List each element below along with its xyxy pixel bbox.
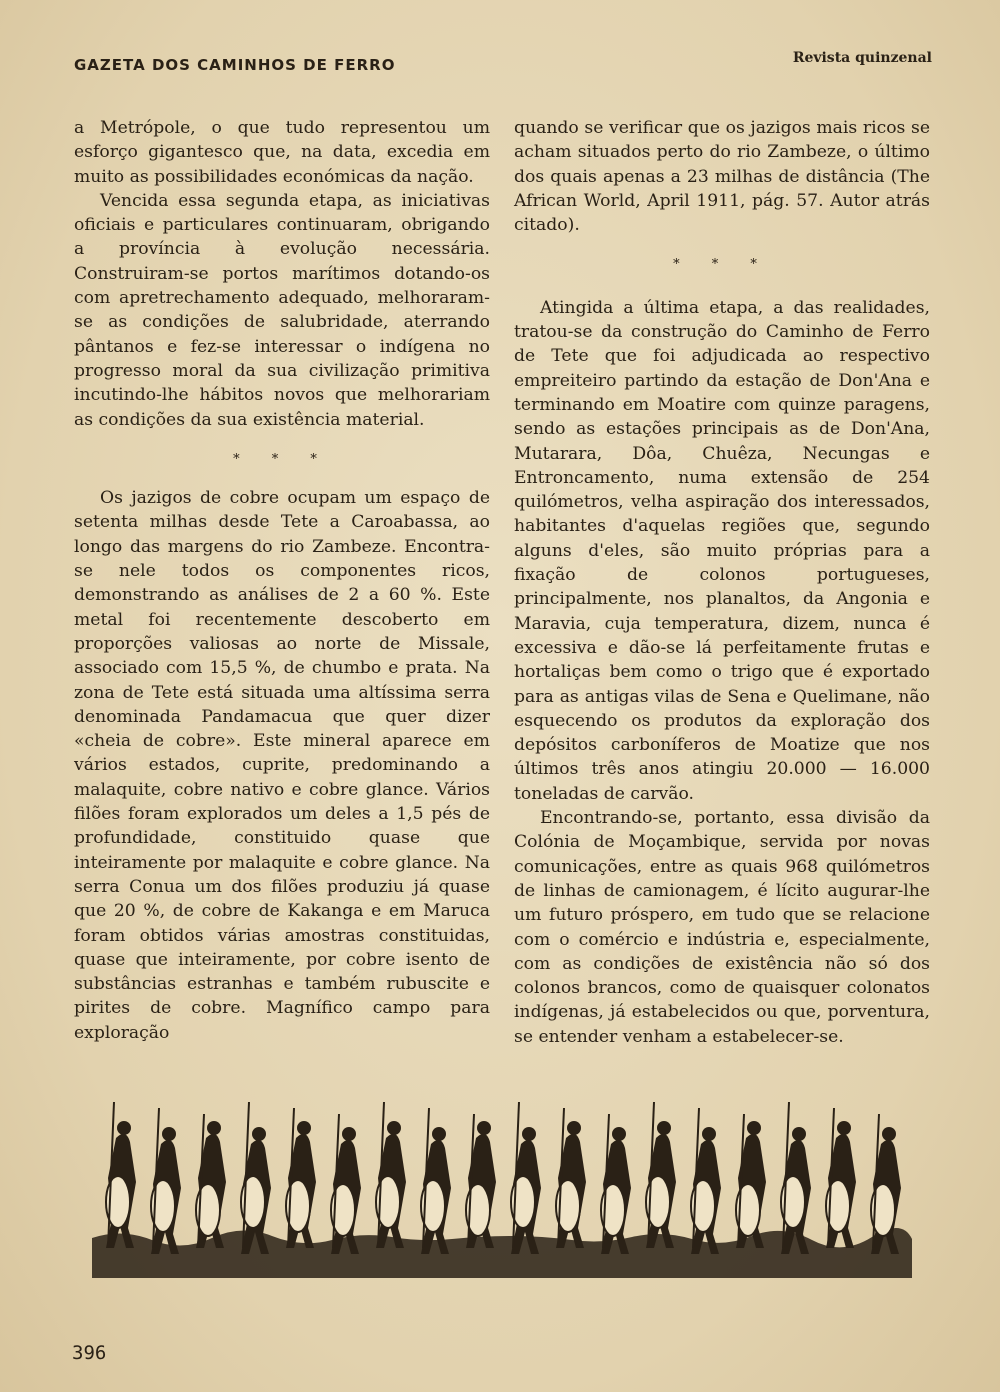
warrior-head bbox=[747, 1121, 761, 1135]
warrior-head bbox=[342, 1127, 356, 1141]
warrior-head bbox=[477, 1121, 491, 1135]
warrior-head bbox=[207, 1121, 221, 1135]
warrior-head bbox=[612, 1127, 626, 1141]
right-column bbox=[514, 116, 930, 1049]
warrior-head bbox=[837, 1121, 851, 1135]
warrior-head bbox=[657, 1121, 671, 1135]
warrior-head bbox=[117, 1121, 131, 1135]
left-paragraph-1: a Metrópole, o que tudo representou um esforço gigantesco que, na data, excedia em muito as possibilidades económicas da nação. bbox=[74, 118, 490, 187]
left-paragraph-3: Os jazigos de cobre ocupam um espaço de setenta milhas desde Tete a Caroabassa, ao longo das margens do rio Zambeze. Encontra-se nele todos os componentes ricos, demonstrando as análises de 2 a 60 %. Este metal foi recentemente descoberto em proporções valiosas ao norte de Missale, associado com 15,5 %, de chumbo e prata. Na zona de Tete está situada uma altíssima serra denominada Pandamacua que quer dizer «cheia de cobre». Este mineral aparece em vários estados, cuprite, predominando a malaquite, cobre nativo e cobre glance. Vários filões foram explorados um deles a 1,5 pés de profundidade, constituido quase que inteiramente por malaquite e cobre glance. Na serra Conua um dos filões produziu já quase que 20 %, de cobre de Kakanga e em Maruca foram obtidos várias amostras constituidas, quase que inteiramente, por cobre isento de substâncias estranhas e também rubuscite e pirites de cobre. Magnífico campo para exploração bbox=[74, 488, 490, 1043]
woodcut-illustration bbox=[92, 1098, 912, 1278]
warrior-head bbox=[882, 1127, 896, 1141]
warrior-head bbox=[162, 1127, 176, 1141]
warrior-head bbox=[252, 1127, 266, 1141]
section-separator: * * * bbox=[673, 257, 771, 273]
right-paragraph-2: Atingida a última etapa, a das realidades, tratou-se da construção do Caminho de Ferro de Tete que foi adjudicada ao respectivo empreiteiro partindo da estação de Don'Ana e terminando em Moatire com quinze paragens, sendo as estações principais as de Don'Ana, Mutarara, Dôa, Chuêza, Necungas e Entroncamento, numa extensão de 254 quilómetros, velha aspiração dos interessados, habitantes d'aquelas regiões que, segundo alguns d'eles, são muito próprias para a fixação de colonos portugueses, principalmente, nos planaltos, da Angonia e Maravia, cuja temperatura, dizem, nunca é excessiva e dão-se lá perfeitamente frutas e hortaliças bem como o trigo que é exportado para as antigas vilas de Sena e Quelimane, não esquecendo os produtos da exploração dos depósitos carboníferos de Moatize que nos últimos três anos atingiu 20.000 — 16.000 toneladas de carvão. bbox=[514, 297, 930, 804]
warrior-head bbox=[387, 1121, 401, 1135]
warrior-head bbox=[522, 1127, 536, 1141]
warrior-head bbox=[792, 1127, 806, 1141]
section-title: Revista quinzenal bbox=[792, 50, 932, 66]
right-paragraph-1: quando se verificar que os jazigos mais ricos se acham situados perto do rio Zambeze, o último dos quais apenas a 23 milhas de distância (The African World, April 1911, pág. 57. Autor atrás citado). bbox=[514, 118, 930, 236]
warrior-head bbox=[432, 1127, 446, 1141]
publication-title: GAZETA DOS CAMINHOS DE FERRO bbox=[74, 56, 396, 74]
page-number: 396 bbox=[72, 1342, 107, 1364]
left-column bbox=[74, 116, 490, 1045]
section-separator: * * * bbox=[233, 451, 331, 467]
right-paragraph-3: Encontrando-se, portanto, essa divisão da Colónia de Moçambique, servida por novas comunicações, entre as quais 968 quilómetros de linhas de camionagem, é lícito augurar-lhe um futuro próspero, em tudo que se relacione com o comércio e indústria e, especialmente, com as condições de existência não só dos colonos brancos, como de quaisquer colonatos indígenas, já estabelecidos ou que, porventura, se entender venham a estabelecer-se. bbox=[514, 808, 930, 1047]
warrior-head bbox=[297, 1121, 311, 1135]
warrior-head bbox=[702, 1127, 716, 1141]
left-paragraph-2: Vencida essa segunda etapa, as iniciativas oficiais e particulares continuaram, obrigando a província à evolução necessária. Construiram-se portos marítimos dotando-os com apretrechamento adequado, melhoraram-se as condições de salubridade, aterrando pântanos e fez-se interessar o indígena no progresso moral da sua civilização primitiva incutindo-lhe hábitos novos que melhorariam as condições da sua existência material. bbox=[74, 190, 490, 430]
warrior-head bbox=[567, 1121, 581, 1135]
